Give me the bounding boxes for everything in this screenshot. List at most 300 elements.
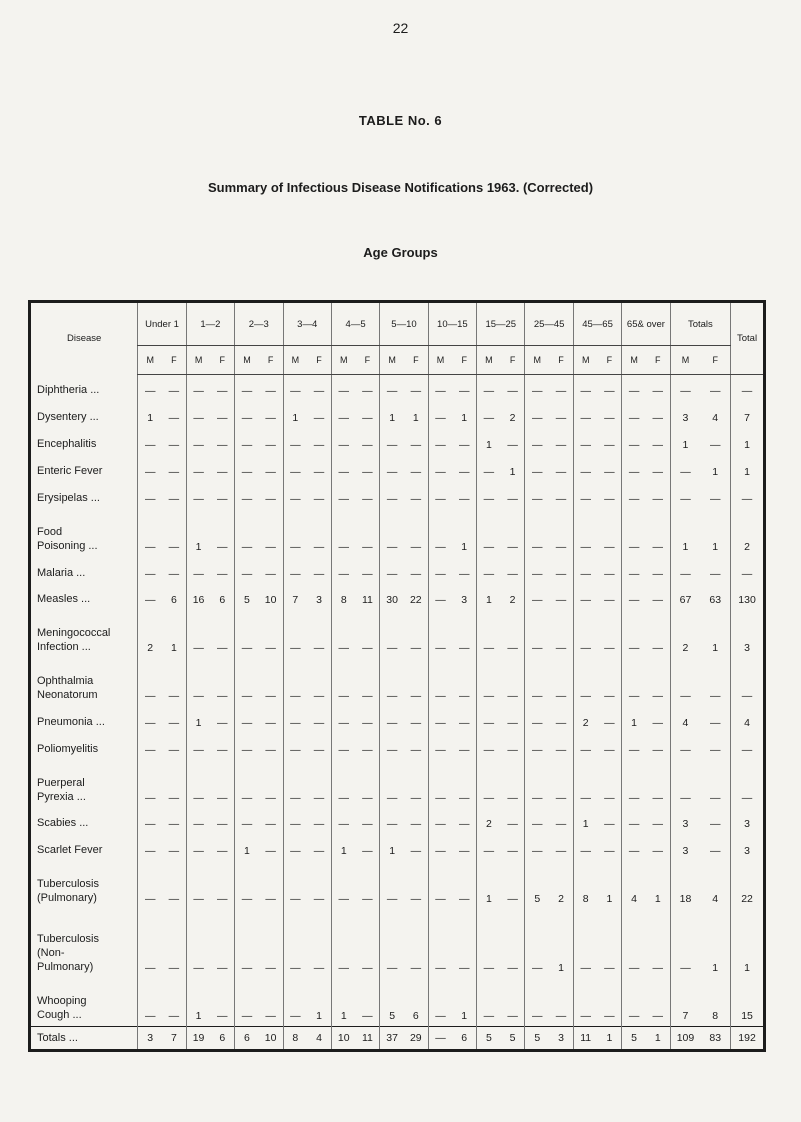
cell-value: — — [235, 658, 259, 706]
cell-value: — — [670, 909, 700, 978]
cell-value: — — [283, 509, 307, 557]
cell-value: — — [525, 401, 549, 428]
cell-value: 1 — [186, 509, 210, 557]
cell-value: 5 — [622, 1027, 646, 1050]
cell-value: 6 — [210, 1027, 234, 1050]
cell-value: — — [186, 455, 210, 482]
cell-value: — — [652, 492, 664, 505]
cell-value: 11 — [573, 1027, 597, 1050]
cell-value: — — [507, 439, 518, 452]
cell-value: — — [283, 733, 307, 760]
cell-value: — — [622, 834, 646, 861]
cell-value: 1 — [712, 540, 719, 553]
cell-value: 1 — [461, 540, 468, 553]
table-row — [31, 978, 763, 1027]
cell-value: — — [525, 584, 549, 611]
summary-title: Summary of Infectious Disease Notifications 1963. (Corrected) — [207, 180, 594, 195]
table-row — [31, 706, 763, 733]
cell-value: 8 — [573, 861, 597, 909]
cell-value: — — [709, 818, 721, 831]
sex-header-female: F — [307, 346, 331, 375]
cell-value: — — [168, 567, 180, 580]
cell-value: — — [622, 482, 646, 509]
disease-name: Erysipelas ... — [37, 491, 100, 504]
cell-value: — — [555, 567, 567, 580]
cell-value: — — [235, 706, 259, 733]
cell-value: — — [525, 557, 549, 584]
cell-value: — — [622, 401, 646, 428]
cell-value: 192 — [731, 1027, 763, 1050]
cell-value: — — [331, 509, 355, 557]
cell-value: — — [458, 492, 470, 505]
disease-name: Pneumonia ... — [37, 715, 105, 728]
cell-value: — — [362, 690, 373, 703]
cell-value: — — [313, 385, 325, 398]
cell-value: 18 — [670, 861, 700, 909]
cell-value: — — [428, 482, 452, 509]
cell-value: — — [477, 909, 501, 978]
cell-value: — — [525, 760, 549, 808]
cell-value: — — [731, 658, 763, 706]
cell-value: 4 — [712, 412, 719, 425]
cell-value: — — [458, 642, 470, 655]
cell-value: 1 — [558, 961, 564, 974]
cell-value: — — [555, 743, 567, 756]
cell-value: — — [283, 760, 307, 808]
cell-value: — — [235, 509, 259, 557]
cell-value: — — [555, 845, 567, 858]
sex-header-female: F — [162, 346, 186, 375]
cell-value: — — [265, 818, 276, 831]
cell-value: 1 — [380, 834, 404, 861]
cell-value: — — [265, 845, 276, 858]
cell-value: — — [573, 834, 597, 861]
cell-value: 1 — [712, 642, 719, 655]
sex-header-female: F — [452, 346, 476, 375]
cell-value: 30 — [380, 584, 404, 611]
cell-value: — — [652, 642, 664, 655]
cell-value: 3 — [670, 834, 700, 861]
cell-value: 1 — [186, 706, 210, 733]
cell-value: — — [331, 375, 355, 402]
cell-value: — — [477, 733, 501, 760]
cell-value: — — [265, 567, 276, 580]
cell-value: — — [168, 791, 180, 804]
cell-value: — — [525, 808, 549, 835]
cell-value: — — [331, 455, 355, 482]
sex-header-female: F — [404, 346, 428, 375]
cell-value: — — [217, 412, 228, 425]
cell-value: — — [283, 978, 307, 1027]
sex-header-male: M — [235, 346, 259, 375]
cell-value: — — [217, 743, 228, 756]
cell-value: — — [573, 509, 597, 557]
cell-value: 6 — [452, 1027, 476, 1050]
cell-value: — — [186, 557, 210, 584]
cell-value: 1 — [606, 893, 613, 906]
cell-value: — — [555, 466, 567, 478]
cell-value: 3 — [670, 401, 700, 428]
cell-value: 5 — [501, 1027, 525, 1050]
cell-value: — — [410, 439, 422, 452]
cell-value: — — [428, 760, 452, 808]
disease-name: Scarlet Fever — [37, 844, 103, 857]
disease-name: Food Poisoning ... — [37, 525, 98, 552]
cell-value: — — [235, 557, 259, 584]
cell-value: 1 — [461, 1010, 468, 1022]
cell-value: — — [283, 706, 307, 733]
cell-value: — — [283, 861, 307, 909]
cell-value: — — [525, 509, 549, 557]
cell-value: 1 — [477, 584, 501, 611]
cell-value: — — [731, 375, 763, 402]
cell-value: 37 — [380, 1027, 404, 1050]
cell-value: — — [362, 567, 373, 580]
table-row — [31, 584, 763, 611]
cell-value: 1 — [654, 893, 661, 906]
cell-value: — — [652, 716, 664, 729]
notifications-table-frame — [28, 300, 766, 1052]
cell-value: — — [555, 412, 567, 425]
table-row — [31, 455, 763, 482]
cell-value: — — [428, 401, 452, 428]
cell-value: — — [458, 818, 470, 831]
cell-value: — — [186, 808, 210, 835]
cell-value: — — [410, 716, 422, 729]
cell-value: — — [235, 909, 259, 978]
cell-value: — — [331, 658, 355, 706]
cell-value: — — [362, 893, 373, 906]
sex-header-male: M — [331, 346, 355, 375]
cell-value: — — [477, 658, 501, 706]
table-row — [31, 375, 763, 402]
cell-value: — — [477, 509, 501, 557]
table-body — [31, 375, 763, 1050]
cell-value: — — [573, 658, 597, 706]
cell-value: — — [410, 385, 422, 398]
cell-value: — — [362, 791, 373, 804]
cell-value: 63 — [709, 594, 722, 607]
cell-value: 15 — [731, 978, 763, 1027]
cell-value: — — [477, 557, 501, 584]
cell-value: — — [313, 690, 325, 703]
cell-value: — — [362, 642, 373, 655]
table-row — [31, 557, 763, 584]
cell-value: — — [458, 893, 470, 906]
sex-header-female: F — [210, 346, 234, 375]
cell-value: — — [731, 482, 763, 509]
cell-value: — — [138, 557, 162, 584]
cell-value: — — [138, 584, 162, 611]
cell-value: — — [313, 412, 325, 425]
cell-value: — — [573, 401, 597, 428]
disease-name: Enteric Fever — [37, 465, 103, 477]
cell-value: — — [410, 845, 422, 858]
cell-value: — — [604, 466, 615, 478]
cell-value: 2 — [558, 893, 564, 906]
notifications-table — [31, 303, 763, 1049]
cell-value: — — [507, 791, 518, 804]
cell-value: — — [604, 642, 615, 655]
cell-value: 2 — [573, 706, 597, 733]
cell-value: 3 — [461, 594, 468, 607]
cell-value: — — [362, 818, 373, 831]
cell-value: — — [380, 482, 404, 509]
cell-value: — — [670, 375, 700, 402]
cell-value: 3 — [731, 610, 763, 658]
cell-value: — — [217, 466, 228, 478]
cell-value: — — [604, 540, 615, 553]
cell-value: — — [138, 808, 162, 835]
cell-value: — — [331, 428, 355, 455]
cell-value: — — [555, 540, 567, 553]
cell-value: — — [428, 834, 452, 861]
cell-value: 1 — [235, 834, 259, 861]
cell-value: — — [731, 733, 763, 760]
cell-value: — — [313, 540, 325, 553]
age-group-header: 4—5 — [331, 303, 379, 346]
cell-value: — — [670, 455, 700, 482]
table-row — [31, 610, 763, 658]
cell-value: — — [525, 375, 549, 402]
cell-value: — — [428, 557, 452, 584]
cell-value: — — [622, 808, 646, 835]
cell-value: — — [410, 567, 422, 580]
cell-value: — — [283, 557, 307, 584]
cell-value: 1 — [477, 428, 501, 455]
cell-value: — — [428, 428, 452, 455]
cell-value: — — [428, 455, 452, 482]
cell-value: — — [507, 567, 518, 580]
cell-value: — — [168, 690, 180, 703]
cell-value: — — [709, 439, 721, 452]
cell-value: — — [555, 439, 567, 452]
cell-value: — — [138, 375, 162, 402]
cell-value: — — [313, 439, 325, 452]
cell-value: — — [622, 557, 646, 584]
cell-value: — — [555, 594, 567, 607]
age-group-header: 1—2 — [186, 303, 234, 346]
cell-value: — — [573, 428, 597, 455]
cell-value: — — [283, 834, 307, 861]
cell-value: — — [525, 610, 549, 658]
cell-value: — — [670, 760, 700, 808]
cell-value: — — [265, 492, 276, 505]
page-number: 22 — [392, 20, 409, 36]
cell-value: — — [604, 743, 615, 756]
cell-value: — — [138, 658, 162, 706]
cell-value: — — [217, 439, 228, 452]
cell-value: 29 — [404, 1027, 428, 1050]
table-row — [31, 401, 763, 428]
cell-value: — — [458, 439, 470, 452]
cell-value: — — [622, 760, 646, 808]
cell-value: — — [709, 492, 721, 505]
disease-name: Ophthalmia Neonatorum — [37, 675, 98, 702]
cell-value: — — [168, 412, 180, 425]
disease-name: Puerperal Pyrexia ... — [37, 776, 86, 803]
cell-value: — — [283, 482, 307, 509]
cell-value: 1 — [186, 978, 210, 1027]
disease-name: Scabies ... — [37, 817, 89, 830]
cell-value: — — [362, 1010, 373, 1022]
cell-value: — — [410, 466, 422, 478]
cell-value: — — [362, 716, 373, 729]
cell-value: 1 — [598, 1027, 622, 1050]
cell-value: — — [235, 482, 259, 509]
cell-value: 3 — [670, 808, 700, 835]
cell-value: — — [168, 439, 180, 452]
cell-value: — — [217, 961, 228, 974]
cell-value: — — [217, 385, 228, 398]
cell-value: 1 — [461, 412, 468, 425]
cell-value: — — [217, 791, 228, 804]
cell-value: 6 — [219, 594, 226, 607]
cell-value: — — [265, 385, 276, 398]
cell-value: — — [507, 818, 518, 831]
cell-value: — — [217, 716, 228, 729]
cell-value: — — [555, 690, 567, 703]
age-group-header: 2—3 — [235, 303, 283, 346]
cell-value: — — [709, 385, 721, 398]
cell-value: — — [283, 658, 307, 706]
cell-value: — — [622, 610, 646, 658]
sex-header-male: M — [622, 346, 646, 375]
cell-value: — — [380, 808, 404, 835]
cell-value: — — [652, 439, 664, 452]
cell-value: — — [186, 733, 210, 760]
cell-value: 1 — [670, 428, 700, 455]
cell-value: — — [458, 466, 470, 478]
cell-value: — — [331, 610, 355, 658]
cell-value: — — [168, 1010, 180, 1022]
disease-name: Dysentery ... — [37, 411, 99, 424]
table-row — [31, 428, 763, 455]
cell-value: 5 — [235, 584, 259, 611]
table-row — [31, 760, 763, 808]
cell-value: 1 — [731, 909, 763, 978]
cell-value: — — [362, 540, 373, 553]
cell-value: — — [168, 845, 180, 858]
cell-value: — — [652, 466, 664, 478]
cell-value: 10 — [264, 594, 277, 607]
cell-value: — — [458, 961, 470, 974]
cell-value: — — [186, 760, 210, 808]
cell-value: — — [168, 818, 180, 831]
cell-value: — — [138, 733, 162, 760]
disease-header: Disease — [67, 333, 102, 345]
cell-value: — — [265, 412, 276, 425]
cell-value: — — [410, 893, 422, 906]
cell-value: 10 — [259, 1027, 283, 1050]
cell-value: 1 — [283, 401, 307, 428]
cell-value: — — [313, 961, 325, 974]
cell-value: — — [168, 961, 180, 974]
cell-value: — — [525, 909, 549, 978]
cell-value: — — [573, 909, 597, 978]
cell-value: — — [507, 540, 518, 553]
cell-value: — — [525, 455, 549, 482]
cell-value: — — [477, 978, 501, 1027]
cell-value: — — [380, 509, 404, 557]
cell-value: 1 — [509, 466, 516, 478]
cell-value: — — [652, 845, 664, 858]
cell-value: 10 — [331, 1027, 355, 1050]
cell-value: — — [410, 961, 422, 974]
cell-value: 1 — [731, 455, 763, 482]
cell-value: — — [235, 733, 259, 760]
cell-value: — — [525, 834, 549, 861]
cell-value: — — [380, 557, 404, 584]
totals-row — [31, 1027, 763, 1050]
cell-value: 1 — [622, 706, 646, 733]
cell-value: — — [573, 455, 597, 482]
cell-value: 67 — [670, 584, 700, 611]
cell-value: — — [604, 412, 615, 425]
cell-value: — — [235, 610, 259, 658]
table-row — [31, 482, 763, 509]
table-row — [31, 658, 763, 706]
cell-value: — — [477, 401, 501, 428]
cell-value: — — [265, 540, 276, 553]
cell-value: — — [217, 893, 228, 906]
cell-value: 8 — [331, 584, 355, 611]
cell-value: — — [428, 909, 452, 978]
cell-value: — — [380, 909, 404, 978]
cell-value: — — [283, 610, 307, 658]
cell-value: — — [235, 861, 259, 909]
cell-value: — — [331, 808, 355, 835]
cell-value: — — [283, 455, 307, 482]
disease-name: Tuberculosis (Non- Pulmonary) — [37, 932, 99, 973]
cell-value: — — [477, 610, 501, 658]
cell-value: — — [331, 401, 355, 428]
cell-value: — — [604, 690, 615, 703]
sex-header-male: M — [283, 346, 307, 375]
cell-value: — — [555, 716, 567, 729]
sex-header-male: M — [573, 346, 597, 375]
cell-value: 1 — [138, 401, 162, 428]
cell-value: — — [428, 610, 452, 658]
cell-value: — — [458, 716, 470, 729]
cell-value: — — [555, 1010, 567, 1022]
cell-value: 1 — [477, 861, 501, 909]
cell-value: 2 — [509, 412, 516, 425]
cell-value: — — [428, 584, 452, 611]
cell-value: 4 — [712, 893, 719, 906]
age-groups-label: Age Groups — [363, 245, 438, 260]
age-group-header: 15—25 — [477, 303, 525, 346]
cell-value: 2 — [138, 610, 162, 658]
cell-value: — — [265, 439, 276, 452]
cell-value: — — [362, 466, 373, 478]
cell-value: — — [670, 482, 700, 509]
cell-value: — — [622, 375, 646, 402]
cell-value: 1 — [331, 978, 355, 1027]
cell-value: 2 — [477, 808, 501, 835]
cell-value: — — [604, 791, 615, 804]
cell-value: — — [652, 540, 664, 553]
cell-value: — — [652, 690, 664, 703]
cell-value: — — [380, 706, 404, 733]
cell-value: — — [652, 961, 664, 974]
cell-value: — — [410, 540, 422, 553]
age-group-header: Under 1 — [138, 303, 186, 346]
table-row — [31, 834, 763, 861]
disease-name: Poliomyelitis — [37, 742, 99, 755]
cell-value: — — [458, 743, 470, 756]
cell-value: 7 — [731, 401, 763, 428]
